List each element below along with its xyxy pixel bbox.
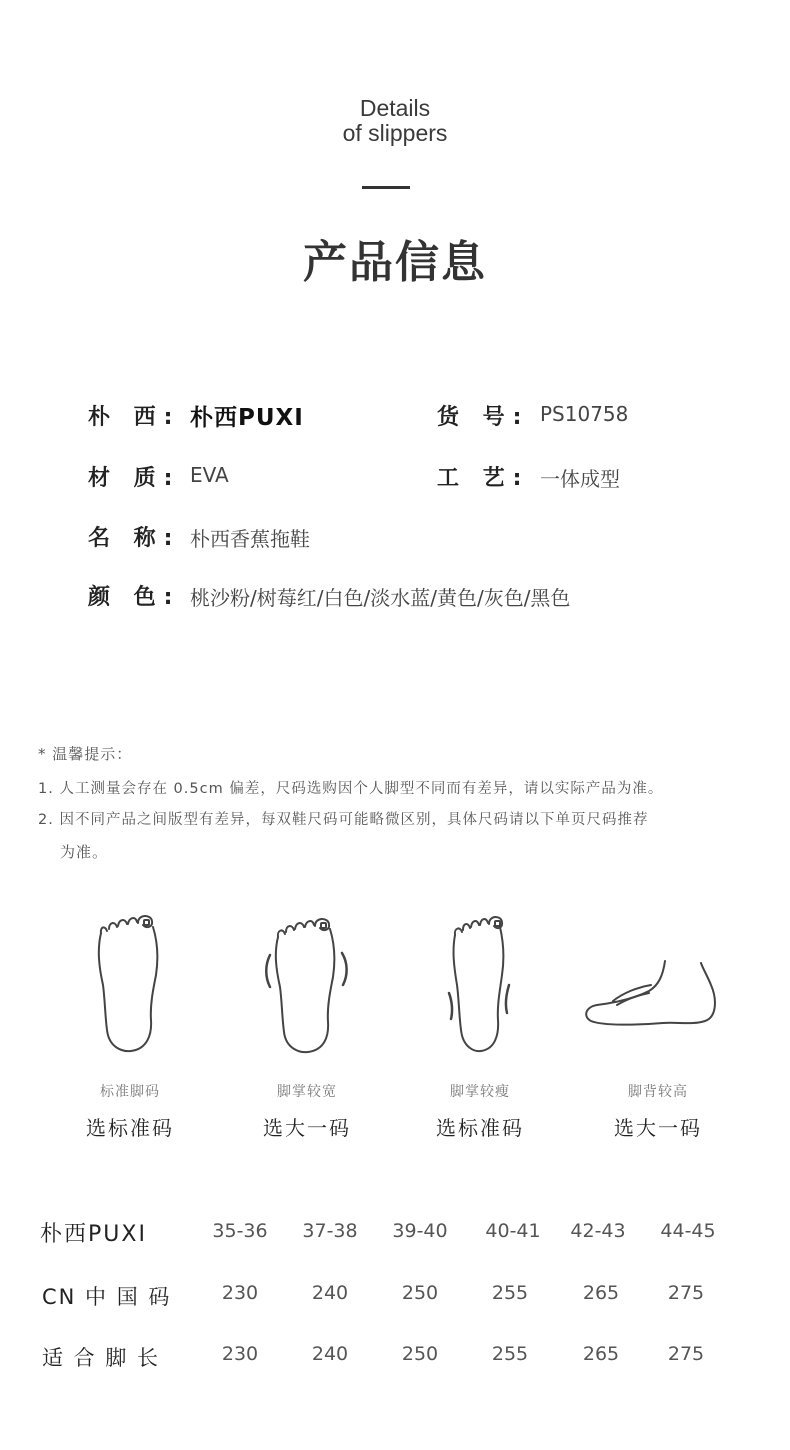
size-cell: 39-40	[392, 1220, 448, 1242]
foot-card-wide	[232, 905, 382, 1059]
english-title-line-2: of slippers	[342, 120, 448, 146]
foot-card-high-instep	[583, 905, 733, 1059]
size-row-label-cn: CN 中 国 码	[42, 1285, 172, 1309]
size-cell: 44-45	[660, 1220, 716, 1242]
foot-pick-high-instep: 选大一码	[614, 1116, 702, 1140]
tip-line-2: 2. 因不同产品之间版型有差异，每双鞋尺码可能略微区别，具体尺码请以下单页尺码推荐	[38, 812, 649, 828]
size-cell: 265	[582, 1343, 620, 1365]
size-cell: 230	[221, 1343, 259, 1365]
size-cell: 250	[401, 1282, 439, 1304]
material-label: 材 质:	[88, 466, 181, 491]
color-label: 颜 色:	[88, 585, 181, 610]
material-value: EVA	[190, 463, 229, 487]
size-row-label-brand: 朴西PUXI	[40, 1222, 147, 1247]
tip-line-1: 1. 人工测量会存在 0.5cm 偏差，尺码选购因个人脚型不同而有差异，请以实际产品为准。	[38, 781, 664, 797]
item-number-label: 货 号:	[437, 405, 530, 430]
standard-foot-icon	[55, 905, 205, 1055]
foot-pick-standard: 选标准码	[86, 1116, 174, 1140]
size-cell: 275	[667, 1282, 705, 1304]
size-cell: 275	[667, 1343, 705, 1365]
size-cell: 230	[221, 1282, 259, 1304]
size-cell: 240	[311, 1343, 349, 1365]
foot-pick-wide: 选大一码	[263, 1116, 351, 1140]
brand-label: 朴 西:	[88, 405, 181, 430]
high-instep-foot-icon	[583, 905, 733, 1055]
name-value: 朴西香蕉拖鞋	[190, 527, 310, 551]
size-cell: 250	[401, 1343, 439, 1365]
size-cell: 265	[582, 1282, 620, 1304]
brand-value: 朴西PUXI	[190, 405, 304, 431]
narrow-foot-icon	[405, 905, 555, 1055]
process-label: 工 艺:	[437, 466, 530, 491]
process-value: 一体成型	[540, 467, 620, 491]
size-cell: 255	[491, 1343, 529, 1365]
title-divider	[362, 186, 410, 189]
size-cell: 240	[311, 1282, 349, 1304]
page-title: 产品信息	[303, 237, 487, 288]
size-cell: 35-36	[212, 1220, 268, 1242]
size-cell: 40-41	[485, 1220, 541, 1242]
color-value: 桃沙粉/树莓红/白色/淡水蓝/黄色/灰色/黑色	[190, 586, 571, 610]
foot-card-narrow	[405, 905, 555, 1059]
size-cell: 42-43	[570, 1220, 626, 1242]
item-number-value: PS10758	[540, 402, 629, 426]
tips-heading: * 温馨提示：	[38, 745, 133, 763]
foot-card-standard	[55, 905, 205, 1059]
wide-foot-icon	[232, 905, 382, 1055]
foot-desc-narrow: 脚掌较瘦	[450, 1084, 510, 1100]
foot-desc-wide: 脚掌较宽	[277, 1084, 337, 1100]
tip-line-2-continued: 为准。	[60, 843, 109, 861]
name-label: 名 称:	[88, 526, 181, 551]
size-cell: 37-38	[302, 1220, 358, 1242]
foot-pick-narrow: 选标准码	[436, 1116, 524, 1140]
size-cell: 255	[491, 1282, 529, 1304]
foot-desc-high-instep: 脚背较高	[628, 1084, 688, 1100]
size-row-label-foot-length: 适 合 脚 长	[42, 1346, 161, 1370]
foot-desc-standard: 标准脚码	[100, 1084, 160, 1100]
english-title-line-1: Details	[359, 95, 431, 121]
